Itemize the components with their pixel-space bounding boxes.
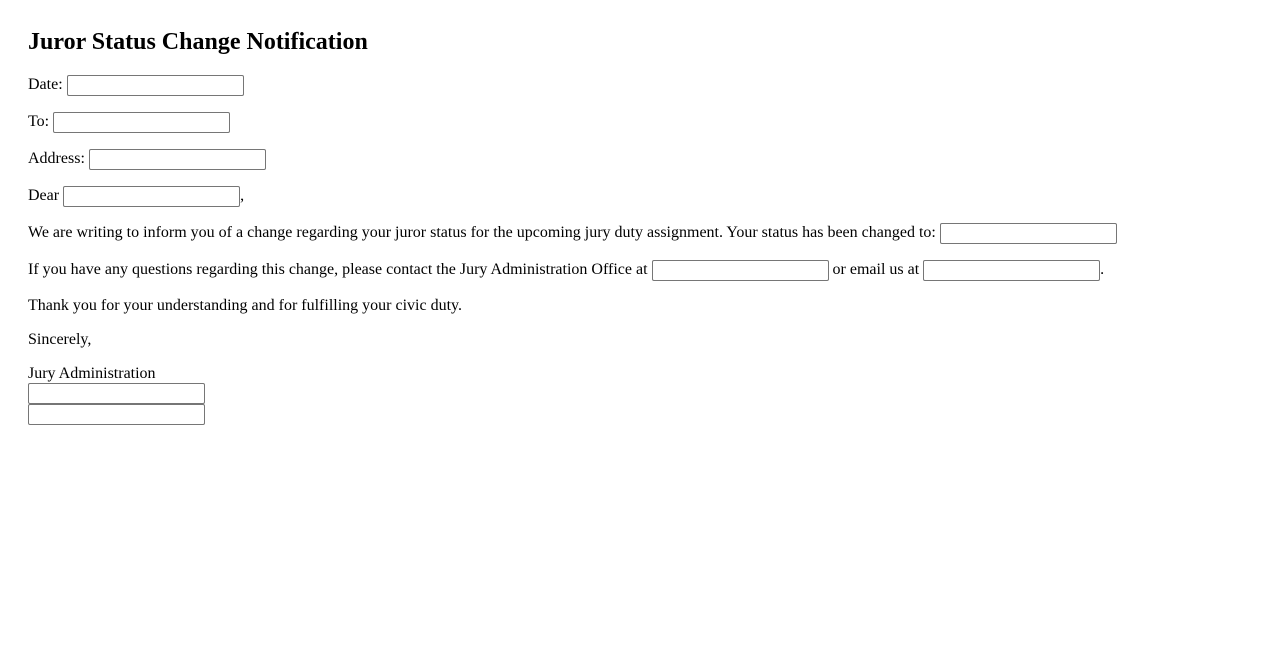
signature-paragraph [28, 363, 156, 385]
dear-label: Dear [28, 187, 60, 204]
contact-period: . [1100, 261, 1105, 278]
closing-paragraph [28, 329, 91, 351]
address-row [28, 148, 266, 170]
status-text: We are writing to inform you of a change regarding your juror status for the upcoming jury duty assignment. Your status has been changed to: [28, 224, 936, 241]
to-input[interactable] [53, 112, 230, 133]
contact-paragraph [28, 259, 1104, 281]
contact-text: If you have any questions regarding this change, please contact the Jury Administration Office at [28, 261, 648, 278]
page-title: Juror Status Change Notification [28, 29, 368, 55]
email-text: or email us at [832, 261, 920, 278]
signature-input-2[interactable] [28, 404, 205, 425]
thanks-paragraph [28, 295, 462, 317]
status-paragraph [28, 222, 1117, 244]
to-row [28, 111, 230, 133]
address-label: Address: [28, 150, 85, 167]
date-input[interactable] [67, 75, 244, 96]
address-input[interactable] [89, 149, 266, 170]
phone-input[interactable] [652, 260, 829, 281]
signature-text: Jury Administration [28, 365, 156, 382]
status-input[interactable] [940, 223, 1117, 244]
salutation-row [28, 185, 244, 207]
dear-input[interactable] [63, 186, 240, 207]
date-label: Date: [28, 76, 63, 93]
signature-inputs [28, 383, 205, 425]
email-input[interactable] [923, 260, 1100, 281]
thanks-text: Thank you for your understanding and for fulfilling your civic duty. [28, 297, 462, 314]
sincerely-text: Sincerely, [28, 331, 92, 348]
dear-comma: , [240, 187, 245, 204]
signature-input-1[interactable] [28, 383, 205, 404]
to-label: To: [28, 113, 50, 130]
date-row [28, 74, 244, 96]
